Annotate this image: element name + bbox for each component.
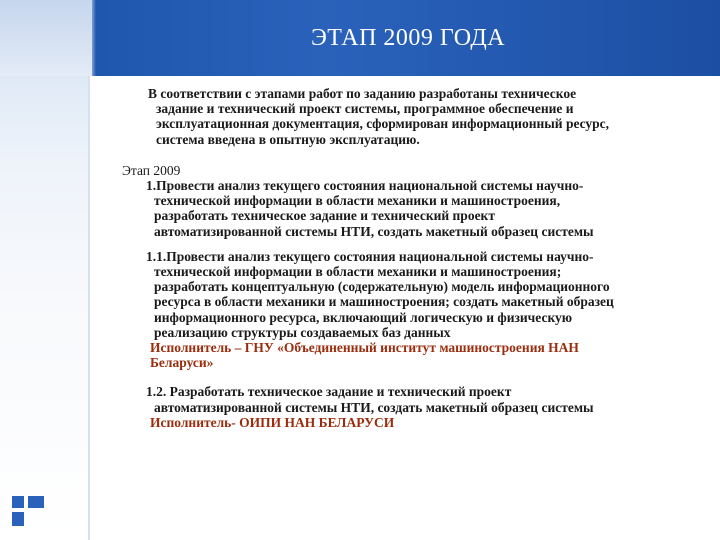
task-line: информационного ресурса, включающий логическую и физическую xyxy=(154,309,573,325)
intro-line: В соответствии с этапами работ по заданию разработаны техническое xyxy=(148,86,577,101)
sidebar-background xyxy=(0,0,88,540)
task-line: технической информации в области механики и машиностроения, xyxy=(154,193,561,209)
executor-line: Беларуси» xyxy=(150,355,214,371)
task-line: автоматизированной системы НТИ, создать макетный образец системы xyxy=(154,223,594,239)
task-line: разработать техническое задание и технический проект xyxy=(154,208,495,224)
intro-line: эксплуатационная документация, сформирован информационный ресурс, xyxy=(156,116,610,132)
task-line: автоматизированной системы НТИ, создать макетный образец системы xyxy=(154,399,594,415)
task-line: реализацию структуры создаваемых баз данных xyxy=(154,324,451,340)
task-line: 1.Провести анализ текущего состояния национальной системы научно- xyxy=(146,178,584,194)
executor-1-1 xyxy=(122,340,707,370)
header-bar xyxy=(0,0,720,76)
intro-line: задание и технический проект системы, программное обеспечение и xyxy=(156,101,574,117)
task-1-1 xyxy=(122,249,707,340)
intro-line: система введена в опытную эксплуатацию. xyxy=(156,131,420,147)
task-line: технической информации в области механики и машиностроения; xyxy=(154,264,562,280)
task-line: разработать концептуальную (содержательную) модель информационного xyxy=(154,279,610,295)
task-line: 1.2. Разработать техническое задание и технический проект xyxy=(146,384,512,400)
header-left-panel xyxy=(0,0,92,76)
task-1-2 xyxy=(122,384,707,414)
task-line: ресурса в области механики и машиностроения; создать макетный образец xyxy=(154,294,614,310)
executor-1-2 xyxy=(122,415,707,430)
executor-line: Исполнитель – ГНУ «Объединенный институт машиностроения НАН xyxy=(150,340,579,356)
blue-squares-logo-icon xyxy=(12,496,46,530)
task-line: 1.1.Провести анализ текущего состояния национальной системы научно- xyxy=(146,248,594,264)
task-1 xyxy=(122,178,707,239)
slide-body xyxy=(122,86,707,430)
intro-paragraph xyxy=(122,86,707,147)
executor-line: Исполнитель- ОИПИ НАН БЕЛАРУСИ xyxy=(150,414,395,430)
page-title: ЭТАП 2009 ГОДА xyxy=(310,24,506,51)
stage-label: Этап 2009 xyxy=(122,162,181,178)
sidebar-divider xyxy=(88,76,90,540)
